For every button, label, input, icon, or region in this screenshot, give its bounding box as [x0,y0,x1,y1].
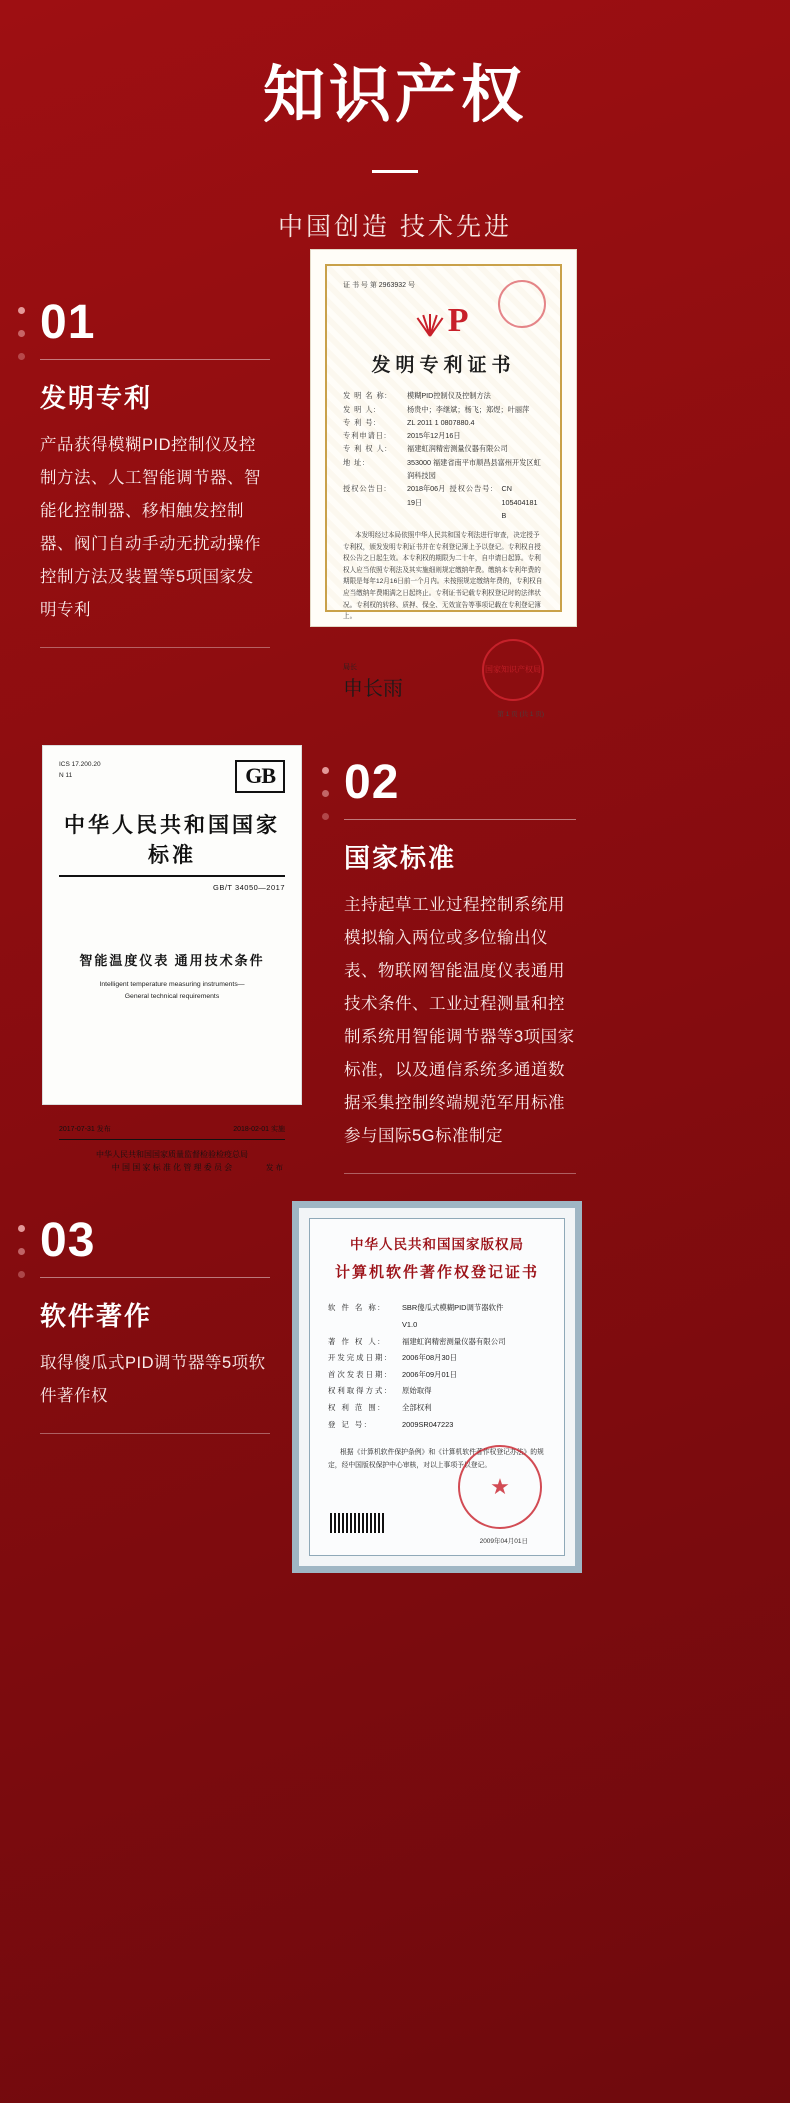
software-field-value: 原始取得 [402,1386,432,1396]
section-body: 主持起草工业过程控制系统用模拟输入两位或多位输出仪表、物联网智能温度仪表通用技术条件、工业过程测量和控制系统用智能调节器等3项国家标准，以及通信系统多通道数据采集控制终端规范军用标准参与国际5G标准制定 [344,896,575,1146]
patent-field-key: 专利申请日: [343,431,387,441]
gb-class: N 11 [59,771,73,779]
patent-field-value: 杨贵中；李继斌；杨飞；郑煜；叶丽萍 [407,404,530,414]
patent-certificate-image [310,249,577,718]
section-title: 发明专利 [40,383,153,414]
gb-issuer-line1: 中华人民共和国国家质量监督检验检疫总局 [96,1149,248,1159]
gb-title: 中华人民共和国国家标准 [64,813,280,868]
software-field-key: 首次发表日期: [328,1369,389,1379]
patent-serial: 证 书 号 第 2963932 号 [343,282,415,290]
decor-dots [18,307,28,376]
software-org: 中华人民共和国国家版权局 [350,1237,524,1253]
patent-field-key: 发 明 人: [343,404,377,414]
patent-field-value: ZL 2011 1 0807880.4 [407,417,475,427]
section-bottom-rule [40,647,270,648]
section-title: 国家标准 [344,843,457,874]
software-field-value: 2006年08月30日 [402,1353,458,1363]
decor-dots [322,767,332,836]
patent-fields [343,389,544,522]
national-standard-image [42,745,302,1173]
patent-corner-seal [498,280,546,328]
software-field-value: 福建虹润精密测量仪器有限公司 [402,1336,506,1346]
patent-field-value: CN 105404181 B [501,484,538,520]
decor-dots [18,1225,28,1294]
software-field-value: 2009SR047223 [402,1419,454,1429]
patent-field-value: 2018年06月19日 [407,484,446,507]
software-field-key: 权利取得方式: [328,1386,389,1396]
section-number-rule [344,819,576,820]
patent-field-value: 353000 福建省南平市顺昌县富州开发区虹润科技园 [407,457,541,481]
gb-english-name-line1: Intelligent temperature measuring instruments— [99,981,245,989]
software-field-value: V1.0 [402,1319,418,1329]
gb-english-name-line2: General technical requirements [124,993,220,1001]
gb-rule [59,875,285,877]
gb-issuer-suffix: 发 布 [265,1163,283,1173]
section-number: 03 [40,1214,96,1268]
patent-director-label: 局长 [343,663,357,671]
patent-title: 发明专利证书 [371,355,516,377]
software-copyright-image [292,1201,582,1573]
patent-field-value: 2015年12月16日 [407,431,461,441]
patent-official-seal: 国家知识产权局 [482,639,544,701]
software-title: 计算机软件著作权登记证书 [334,1265,539,1282]
software-field-key: 登 记 号: [328,1419,369,1429]
software-official-seal [458,1445,542,1529]
section-bottom-rule [40,1433,270,1434]
software-field-key: 权 利 范 围: [328,1403,382,1413]
gb-ics: ICS 17.200.20 [59,761,101,769]
page-title: 知识产权 [262,61,527,130]
gb-publish-date: 2017-07-31 发布 [59,1125,111,1133]
software-barcode [330,1513,384,1533]
patent-field-value: 模糊PID控制仪及控制方法 [407,391,491,401]
patent-field-key: 专 利 权 人: [343,444,388,454]
software-paragraph: 根据《计算机软件保护条例》和《计算机软件著作权登记办法》的规定，经中国版权保护中心审核，对以上事项予以登记。 [328,1449,544,1470]
patent-director-name: 申长雨 [343,677,403,700]
software-field-value: SBR傻瓜式模糊PID调节器软件 [402,1303,504,1313]
software-field-key: 开发完成日期: [328,1353,389,1363]
patent-field-key: 授权公告日: [343,484,387,494]
page-header [0,0,790,243]
patent-paragraph: 本发明经过本局依照中华人民共和国专利法进行审查，决定授予专利权，颁发发明专利证书并在专利登记簿上予以登记。专利权自授权公告之日起生效。本专利权的期限为二十年，自申请日起算。专利权人应当依照专利法及其实施细则规定缴纳年费。缴纳本专利年费的期限是每年12月16日前一个月内。未按照规定缴纳年费的，专利权自应当缴纳年费期满之日起终止。专利证书记载专利权登记时的法律状况。专利权的转移、质押、保全、无效宣告等事项记载在专利登记簿上。 [343,532,543,621]
section-body: 产品获得模糊PID控制仪及控制方法、人工智能调节器、智能化控制器、移相触发控制器、阀门自动手动无扰动操作控制方法及装置等5项国家发明专利 [40,436,261,620]
page-subtitle: 中国创造 技术先进 [278,213,512,242]
gb-effective-date: 2018-02-01 实施 [233,1125,285,1133]
section-number-rule [40,1277,270,1278]
patent-page-label: 第 1 页 (共 1 页) [497,710,544,718]
gb-standard-name: 智能温度仪表 通用技术条件 [79,953,265,969]
patent-emblem-icon: P [415,300,473,346]
section-number-rule [40,359,270,360]
star-icon: ★ [490,1474,510,1500]
section-body: 取得傻瓜式PID调节器等5项软件著作权 [40,1354,266,1406]
software-field-key: 著 作 权 人: [328,1336,382,1346]
software-fields [328,1300,546,1433]
section-patent [0,282,790,729]
patent-field-key: 地 址: [343,457,366,467]
software-field-value: 2006年09月01日 [402,1369,458,1379]
gb-standard-number: GB/T 34050—2017 [213,883,285,893]
patent-field-key: 专 利 号: [343,417,377,427]
section-software-copyright [0,1214,790,1667]
gb-issuer-line2: 中 国 国 家 标 准 化 管 理 委 员 会 [111,1163,233,1173]
patent-field-value: 福建虹润精密测量仪器有限公司 [407,444,508,454]
software-field-key [328,1317,402,1334]
section-title: 软件著作 [40,1301,153,1332]
software-field-value: 全部权利 [402,1403,432,1413]
section-national-standard [0,756,790,1189]
section-number: 01 [40,296,96,350]
gb-logo-icon: GB [235,760,285,793]
software-date: 2009年04月01日 [479,1538,528,1546]
title-divider [372,170,418,173]
patent-field-key: 发 明 名 称: [343,391,388,401]
section-number: 02 [344,756,400,810]
section-bottom-rule [344,1173,576,1174]
software-field-key: 软 件 名 称: [328,1303,382,1313]
patent-field-key: 授权公告号: [449,484,494,494]
